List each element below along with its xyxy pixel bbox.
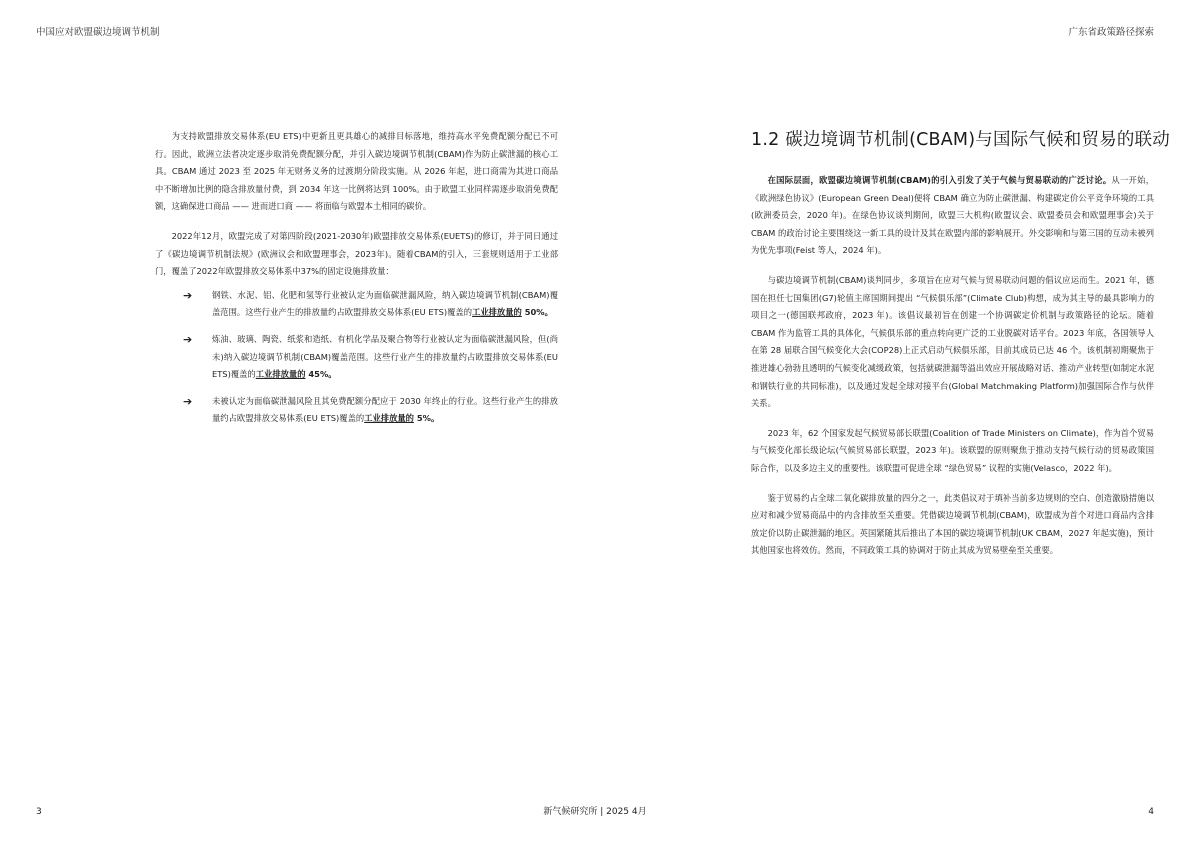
right-page-number: 4: [1148, 807, 1154, 817]
left-paragraph-2: 2022年12月，欧盟完成了对第四阶段(2021-2030年)欧盟排放交易体系(EUETS)的修订，并于同日通过了《碳边境调节机制法规》(欧洲议会和欧盟理事会，2023年)。随着CBAM的引入，三套规则适用于工业部门，覆盖了2022年欧盟排放交易体系中37%的固定设施排放量：: [155, 230, 558, 277]
lead-sentence: 在国际层面，欧盟碳边境调节机制(CBAM)的引入引发了关于气候与贸易联动的广泛讨论。: [767, 175, 1112, 185]
arrow-icon: ➔: [183, 332, 193, 346]
right-paragraph-3: 2023 年，62 个国家发起气候贸易部长联盟(Coalition of Trade Ministers on Climate)，作为首个贸易与气候变化部长级论坛(气候贸易部长联盟，2023 年)。该联盟的原则聚焦于推动支持气候行动的贸易政策国际合作，以及多边主义的重要性。该联盟可促进全球 “绿色贸易” 议程的实施(Velasco，2022 年)。: [751, 427, 1154, 473]
right-paragraph-2: 与碳边境调节机制(CBAM)谈判同步，多项旨在应对气候与贸易联动问题的倡议应运而生。2021 年，德国在担任七国集团(G7)轮值主席国期间提出 “气候俱乐部”(Climate Club)构想，成为其主导的最具影响力的项目之一(德国联邦政府，2023 年)。该倡议最初旨在创建一个协调碳定价机制与政策路径的论坛。随着 CBAM 作为监管工具的具体化，气候俱乐部的重点转向更广泛的工业脱碳对话平台。2023 年底，各国领导人在第 28 届联合国气候变化大会(COP28)上正式启动气候俱乐部，目前其成员已达 46 个。该机制初期聚焦于推进雄心勃勃且透明的气候变化减缓政策，包括就碳泄漏等溢出效应开展战略对话、推动产业转型(如制定水泥和钢铁行业的共同标准)，以及通过发起全球对接平台(Global Matchmaking Platform)加强国际合作与伙伴关系。: [751, 274, 1154, 409]
right-paragraph-1: 在国际层面，欧盟碳边境调节机制(CBAM)的引入引发了关于气候与贸易联动的广泛讨论。从一开始，《欧洲绿色协议》(European Green Deal)便将 CBAM 确立为防止碳泄漏、构建碳定价公平竞争环境的工具(欧洲委员会，2020 年)。在绿色协议谈判期间，欧盟三大机构(欧盟议会、欧盟委员会和欧盟理事会)关于 CBAM 的政治讨论主要围绕这一新工具的设计及其在欧盟内部的影响展开。外交影响和与第三国的互动未被列为优先事项(Feist 等人，2024 年)。: [751, 175, 1154, 256]
section-heading: 1.2 碳边境调节机制(CBAM)与国际气候和贸易的联动: [751, 130, 1170, 150]
header-left-title: 中国应对欧盟碳边境调节机制: [36, 27, 160, 38]
right-paragraph-4: 鉴于贸易约占全球二氧化碳排放量的四分之一，此类倡议对于填补当前多边规则的空白、创造激励措施以应对和减少贸易商品中的内含排放至关重要。凭借碳边境调节机制(CBAM)，欧盟成为首个对进口商品内含排放定价以防止碳泄漏的地区。英国紧随其后推出了本国的碳边境调节机制(UK CBAM，2027 年起实施)，预计其他国家也将效仿。然而，不同政策工具的协调对于防止其成为贸易壁垒至关重要。: [751, 492, 1154, 556]
left-page-number: 3: [36, 807, 42, 817]
list-item: ➔ 炼油、玻璃、陶瓷、纸浆和造纸、有机化学品及聚合物等行业被认定为面临碳泄漏风险，但(尚未)纳入碳边境调节机制(CBAM)覆盖范围。这些行业产生的排放量约占欧盟排放交易体系(EU ETS)覆盖的工业排放量的 45%。: [183, 332, 558, 380]
right-page-body: [751, 172, 1154, 572]
footer-publisher: 新气候研究所 | 2025 4月: [543, 807, 647, 817]
left-page-body: [155, 128, 558, 437]
arrow-icon: ➔: [183, 394, 193, 408]
sector-bullet-list: [155, 287, 558, 428]
arrow-icon: ➔: [183, 288, 193, 302]
list-item: ➔ 钢铁、水泥、铝、化肥和氢等行业被认定为面临碳泄漏风险，纳入碳边境调节机制(CBAM)覆盖范围。这些行业产生的排放量约占欧盟排放交易体系(EU ETS)覆盖的工业排放量的 50%。: [183, 288, 558, 318]
left-paragraph-1: 为支持欧盟排放交易体系(EU ETS)中更新且更具雄心的减排目标落地，维持高水平免费配额分配已不可行。因此，欧洲立法者决定逐步取消免费配额分配，并引入碳边境调节机制(CBAM)作为防止碳泄漏的核心工具。CBAM 通过 2023 至 2025 年无财务义务的过渡期分阶段实施。从 2026 年起，进口商需为其进口商品中不断增加比例的隐含排放量付费，到 2034 年这一比例将达到 100%。由于欧盟工业同样需逐步取消免费配额，这确保进口商品 —— 进而进口商 —— 将面临与欧盟本土相同的碳价。: [155, 131, 558, 212]
list-item: ➔ 未被认定为面临碳泄漏风险且其免费配额分配应于 2030 年终止的行业。这些行业产生的排放量约占欧盟排放交易体系(EU ETS)覆盖的工业排放量的 5%。: [183, 394, 558, 424]
header-right-title: 广东省政策路径探索: [1068, 27, 1154, 38]
